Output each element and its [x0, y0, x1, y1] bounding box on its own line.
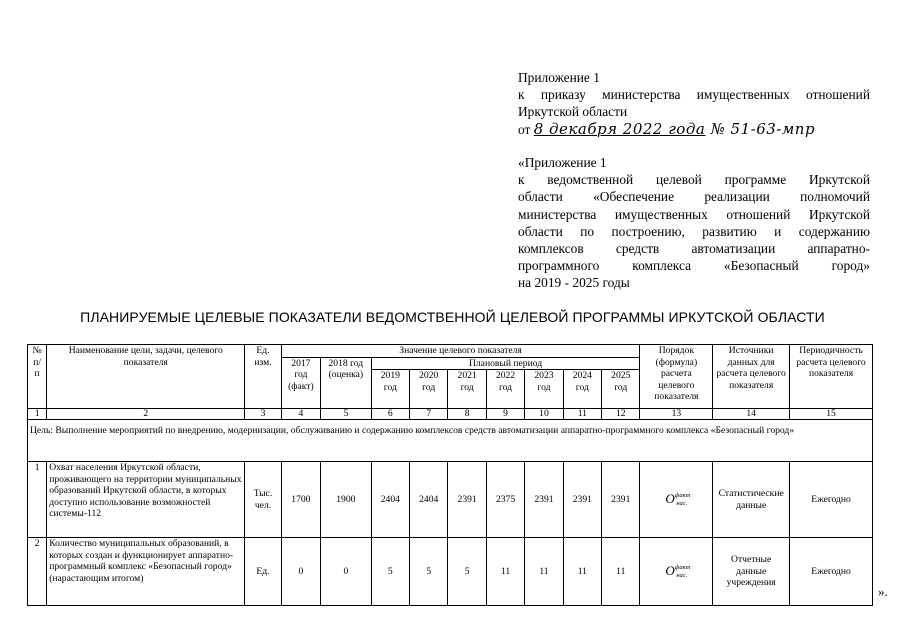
column-number: 13: [640, 409, 713, 420]
appendix-1-title: Приложение 1: [518, 70, 600, 85]
handwritten-number: № 51-63-мпр: [710, 119, 816, 138]
row-unit: Ед.: [245, 538, 281, 606]
row-value: 5: [410, 538, 448, 606]
column-number: 3: [245, 409, 281, 420]
appendix-1-order-line: к приказу министерства имущественных отношений: [518, 87, 870, 103]
row-value: 2391: [448, 462, 486, 538]
column-number: 10: [525, 409, 563, 420]
from-label: от: [518, 121, 531, 137]
header-formula: Порядок (формула) расчета целевого показателя: [640, 345, 713, 409]
row-value: 11: [563, 538, 601, 606]
row-value: 11: [486, 538, 524, 606]
header-year: 2025 год: [602, 370, 640, 409]
header-num: № п/ п: [28, 345, 47, 409]
row-value: 0: [281, 538, 320, 606]
appendix-1-region-line: Иркутской области: [518, 104, 628, 120]
row-periodicity: Ежегодно: [790, 538, 873, 606]
formula-sup: факт: [674, 563, 691, 571]
row-value: 2391: [525, 462, 563, 538]
row-value: 11: [525, 538, 563, 606]
header-sources: Источники данных для расчета целевого показателя: [713, 345, 790, 409]
row-value: 1700: [281, 462, 320, 538]
formula-symbol: O: [665, 562, 675, 578]
header-name: Наименование цели, задачи, целевого показателя: [47, 345, 245, 409]
column-number: 5: [321, 409, 372, 420]
header-2018: 2018 год (оценка): [321, 357, 372, 409]
header-year: 2019 год: [371, 370, 409, 409]
column-number: 2: [47, 409, 245, 420]
appendix-1-date-line: [518, 121, 870, 138]
header-year: 2021 год: [448, 370, 486, 409]
column-number: 9: [486, 409, 524, 420]
appendix-2-line: программного комплекса «Безопасный город»: [518, 258, 870, 274]
closing-quote: ».: [878, 584, 888, 599]
header-value-group: Значение целевого показателя: [281, 345, 640, 358]
row-unit: Тыс. чел.: [245, 462, 281, 538]
appendix-2-line: комплексов средств автоматизации аппаратно-: [518, 241, 870, 257]
appendix-2-line: области по построению, развитию и содержанию: [518, 223, 870, 239]
row-value: 0: [321, 538, 372, 606]
row-value: 2391: [602, 462, 640, 538]
header-year: 2023 год: [525, 370, 563, 409]
header-year: 2024 год: [563, 370, 601, 409]
row-name: Охват населения Иркутской области, проживающего на территории муниципальных образований Иркутской области, в которых доступно использование возможностей системы-112: [47, 462, 245, 538]
header-unit: Ед. изм.: [245, 345, 281, 409]
table-row: [28, 538, 873, 606]
formula-symbol: O: [665, 490, 675, 506]
column-number: 6: [371, 409, 409, 420]
row-name: Количество муниципальных образований, в которых создан и функционирует аппаратно-программный комплекс «Безопасный город» (нарастающим итогом): [47, 538, 245, 606]
row-periodicity: Ежегодно: [790, 462, 873, 538]
row-sources: Отчетные данные учреждения: [713, 538, 790, 606]
column-number: 4: [281, 409, 320, 420]
row-value: 5: [448, 538, 486, 606]
row-sources: Статистические данные: [713, 462, 790, 538]
table-row: [28, 462, 873, 538]
column-number: 7: [410, 409, 448, 420]
column-number: 14: [713, 409, 790, 420]
header-year: 2020 год: [410, 370, 448, 409]
row-value: 11: [602, 538, 640, 606]
row-value: 1900: [321, 462, 372, 538]
appendix-2-title: «Приложение 1: [518, 155, 607, 170]
row-formula: [640, 538, 713, 606]
appendix-2-line: министерства имущественных отношений Иркутской: [518, 206, 870, 222]
row-num: 1: [28, 462, 47, 538]
appendix-2-header: [518, 154, 870, 292]
header-2017: 2017 год (факт): [281, 357, 320, 409]
document-title: ПЛАНИРУЕМЫЕ ЦЕЛЕВЫЕ ПОКАЗАТЕЛИ ВЕДОМСТВЕННОЙ ЦЕЛЕВОЙ ПРОГРАММЫ ИРКУТСКОЙ ОБЛАСТИ: [80, 309, 825, 325]
formula-sub: нас.: [676, 499, 688, 507]
row-num: 2: [28, 538, 47, 606]
row-value: 2404: [371, 462, 409, 538]
row-formula: [640, 462, 713, 538]
row-value: 2404: [410, 462, 448, 538]
row-value: 5: [371, 538, 409, 606]
column-number: 8: [448, 409, 486, 420]
handwritten-date-number: [534, 120, 815, 138]
appendix-2-line: к ведомственной целевой программе Иркутской: [518, 172, 870, 188]
header-planned-period: Плановый период: [371, 357, 640, 370]
goal-row: Цель: Выполнение мероприятий по внедрению, модернизации, обслуживанию и содержанию комплексов средств автоматизации аппаратно-программного комплекса «Безопасный город»: [28, 420, 873, 462]
appendix-2-line: области «Обеспечение реализации полномочий: [518, 189, 870, 205]
column-number: 1: [28, 409, 47, 420]
row-value: 2391: [563, 462, 601, 538]
header-periodicity: Периодичность расчета целевого показателя: [790, 345, 873, 409]
appendix-1-header: [518, 69, 870, 138]
header-year: 2022 год: [486, 370, 524, 409]
appendix-2-period-line: на 2019 - 2025 годы: [518, 275, 630, 291]
column-number: 15: [790, 409, 873, 420]
formula-sub: нас.: [676, 571, 688, 579]
column-number: 11: [563, 409, 601, 420]
indicators-table: [27, 344, 873, 606]
row-value: 2375: [486, 462, 524, 538]
column-number: 12: [602, 409, 640, 420]
formula-sup: факт: [674, 491, 691, 499]
handwritten-date: 8 декабря 2022 года: [533, 119, 706, 138]
